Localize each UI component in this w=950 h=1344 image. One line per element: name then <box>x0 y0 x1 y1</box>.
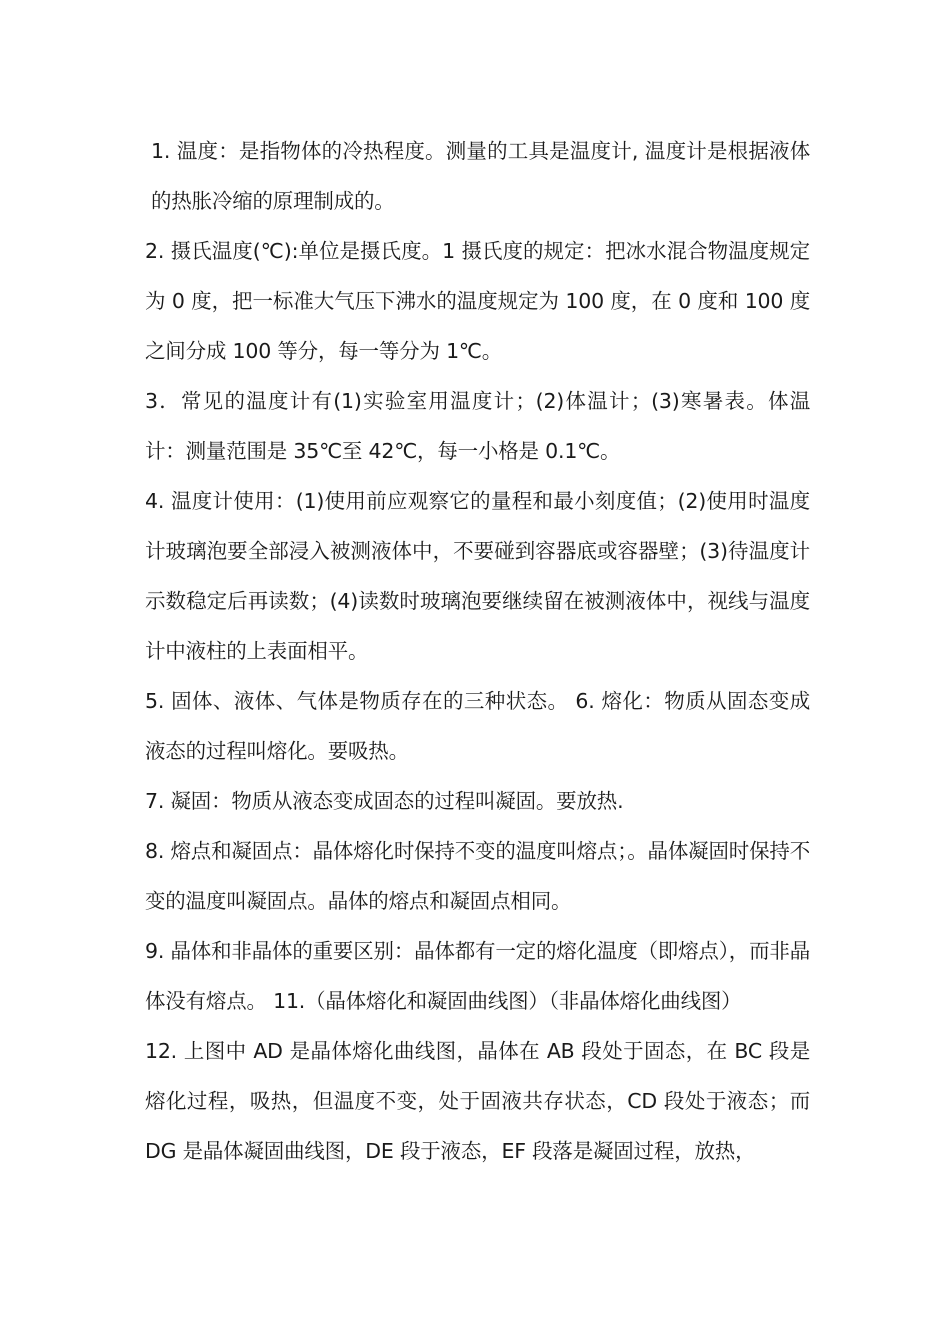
paragraph-curve-explanation: 12. 上图中 AD 是晶体熔化曲线图，晶体在 AB 段处于固态，在 BC 段是熔化过程，吸热，但温度不变，处于固液共存状态，CD 段处于液态；而 DG 是晶体凝固曲线图，DE 段于液态，EF 段落是凝固过程，放热， <box>145 1039 810 1163</box>
paragraph-melting-point: 8. 熔点和凝固点：晶体熔化时保持不变的温度叫熔点；。晶体凝固时保持不变的温度叫凝固点。晶体的熔点和凝固点相同。 <box>145 839 810 913</box>
paragraph-temperature-definition: 1. 温度：是指物体的冷热程度。测量的工具是温度计, 温度计是根据液体的热胀冷缩的原理制成的。 <box>151 139 810 213</box>
paragraph-states-melting: 5. 固体、液体、气体是物质存在的三种状态。 6. 熔化：物质从固态变成液态的过程叫熔化。要吸热。 <box>145 689 810 763</box>
paragraph-thermometer-usage: 4. 温度计使用：(1)使用前应观察它的量程和最小刻度值；(2)使用时温度计玻璃泡要全部浸入被测液体中，不要碰到容器底或容器壁；(3)待温度计示数稳定后再读数；(4)读数时玻璃泡要继续留在被测液体中，视线与温度计中液柱的上表面相平。 <box>145 489 810 663</box>
paragraph-celsius: 2. 摄氏温度(℃):单位是摄氏度。1 摄氏度的规定：把冰水混合物温度规定为 0 度，把一标准大气压下沸水的温度规定为 100 度，在 0 度和 100 度之间分成 100 等分，每一等分为 1℃。 <box>145 239 810 363</box>
paragraph-crystal-difference: 9. 晶体和非晶体的重要区别：晶体都有一定的熔化温度（即熔点），而非晶体没有熔点。 11.（晶体熔化和凝固曲线图）（非晶体熔化曲线图） <box>145 939 810 1013</box>
paragraph-thermometer-types: 3．常见的温度计有(1)实验室用温度计；(2)体温计；(3)寒暑表。体温计：测量范围是 35℃至 42℃，每一小格是 0.1℃。 <box>145 389 810 463</box>
document-body <box>145 126 810 1176</box>
paragraph-solidification: 7. 凝固：物质从液态变成固态的过程叫凝固。要放热. <box>145 789 624 813</box>
